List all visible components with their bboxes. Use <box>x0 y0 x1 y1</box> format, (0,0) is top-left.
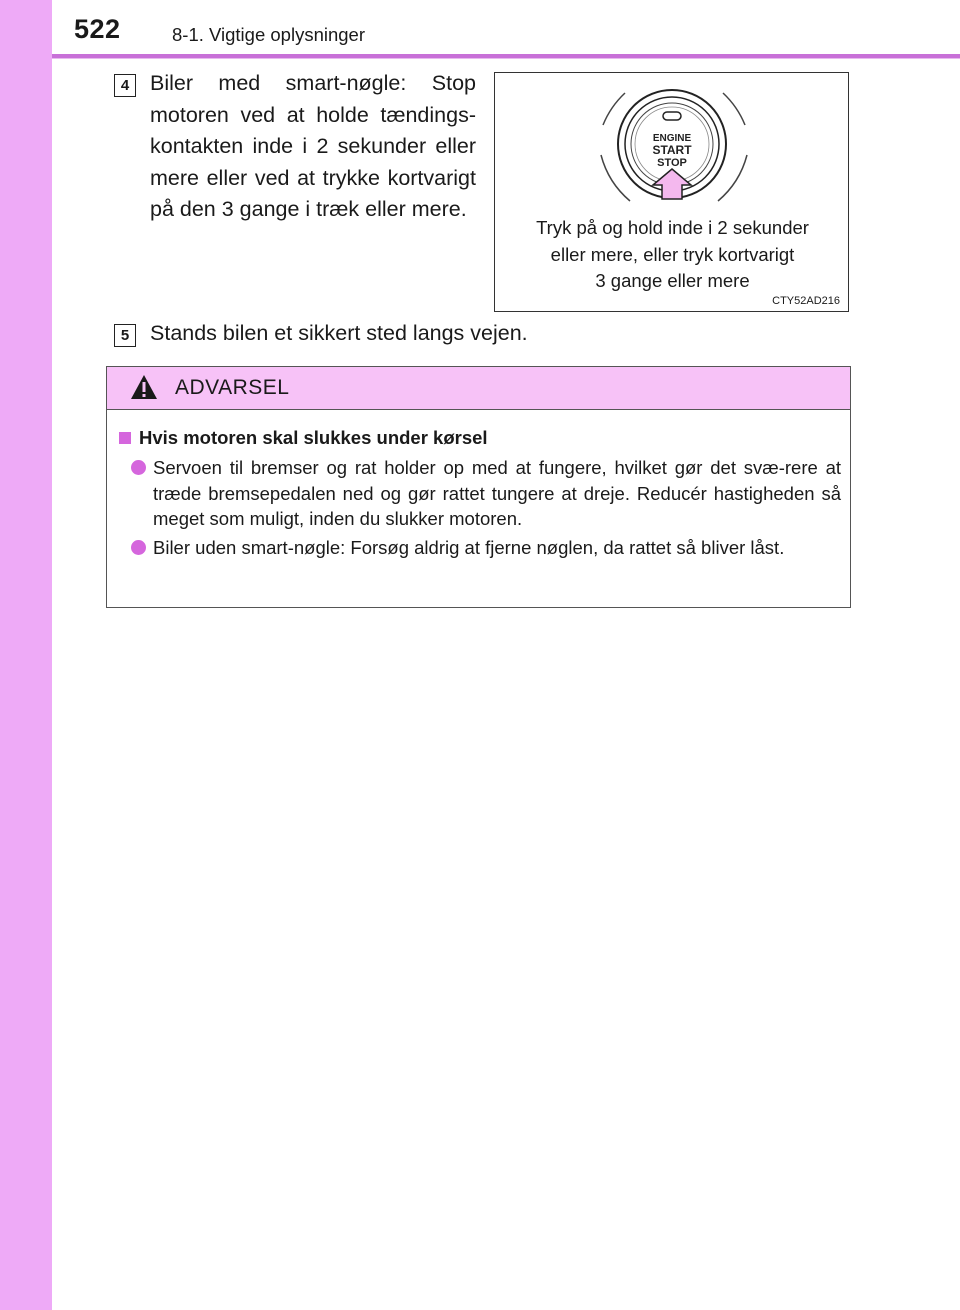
engine-button-figure <box>494 72 849 312</box>
figure-caption <box>495 215 850 295</box>
side-tab-bar <box>0 0 52 1310</box>
warning-header <box>107 367 850 410</box>
section-title: 8-1. Vigtige oplysninger <box>172 24 366 45</box>
bullet-dot-icon <box>131 460 146 475</box>
warning-bullet-2 <box>131 535 841 561</box>
warning-bullet-1-text: Servoen til bremser og rat holder op med at fungere, hvilket gør det svæ-rere at træde bremsepedalen ned og gør rattet tungere at dreje. Reducér hastigheden så meget som muligt, inden du slukker motoren. <box>153 457 841 529</box>
warning-heading <box>119 427 488 449</box>
warning-heading-text: Hvis motoren skal slukkes under kørsel <box>139 427 488 448</box>
button-label-engine: ENGINE <box>652 133 692 144</box>
figure-caption-line-1: Tryk på og hold inde i 2 sekunder <box>536 217 809 238</box>
step-5-text: Stands bilen et sikkert sted langs vejen. <box>150 321 528 345</box>
bullet-dot-icon <box>131 540 146 555</box>
button-label-stop: STOP <box>657 157 687 169</box>
step-number-5: 5 <box>114 324 136 347</box>
button-label-start: START <box>652 143 692 157</box>
square-bullet-icon <box>119 432 131 444</box>
header-rule-light <box>52 58 960 59</box>
step-4-text: Biler med smart-nøgle: Stop motoren ved at holde tændings-kontakten inde i 2 sekunder eller mere eller ved at trykke kortvarigt på den 3 gange i træk eller mere. <box>150 71 476 221</box>
warning-bullet-1 <box>131 455 841 532</box>
warning-title: ADVARSEL <box>175 376 290 399</box>
figure-caption-line-3: 3 gange eller mere <box>595 270 750 291</box>
figure-code: CTY52AD216 <box>772 295 840 307</box>
figure-caption-line-2: eller mere, eller tryk kortvarigt <box>550 243 795 265</box>
warning-bullet-2-text: Biler uden smart-nøgle: Forsøg aldrig at fjerne nøglen, da rattet så bliver låst. <box>153 537 785 558</box>
page-number: 522 <box>74 14 121 44</box>
warning-triangle-icon <box>130 374 158 400</box>
warning-box <box>106 366 851 608</box>
step-number-4: 4 <box>114 74 136 97</box>
